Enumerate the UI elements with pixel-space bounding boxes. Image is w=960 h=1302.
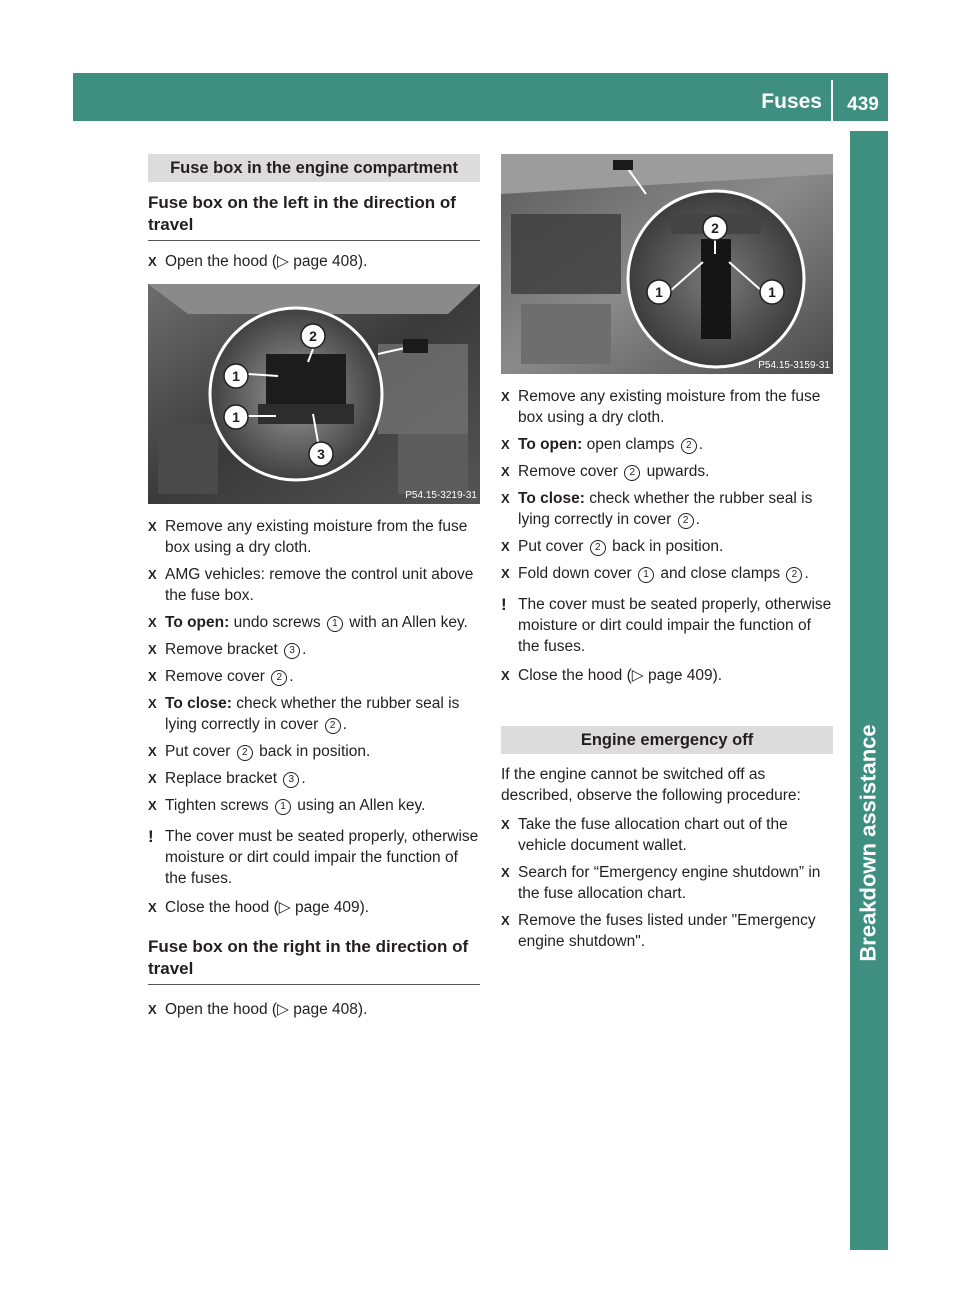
subheading-right-fuse-box: Fuse box on the right in the direction of travel xyxy=(148,936,480,985)
arrow-icon: X xyxy=(148,744,157,759)
section-heading-emergency-off: Engine emergency off xyxy=(501,726,833,754)
right-column xyxy=(501,154,833,958)
arrow-icon: X xyxy=(148,642,157,657)
page-reference-link[interactable]: page 409 xyxy=(647,667,713,684)
arrow-icon: X xyxy=(148,669,157,684)
step-close-hood: X Close the hood (▷ page 409). xyxy=(501,667,723,684)
emergency-intro: If the engine cannot be switched off as described, observe the following procedure: xyxy=(501,766,801,804)
exclamation-icon: ! xyxy=(148,827,154,846)
page-ref-icon: ▷ xyxy=(278,899,291,916)
side-tab xyxy=(848,724,890,962)
callout-1-icon: 1 xyxy=(275,799,291,815)
callout-2-icon: 2 xyxy=(237,745,253,761)
step-remove-bracket: X Remove bracket 3 . xyxy=(148,641,307,658)
step-close-hood: X Close the hood (▷ page 409). xyxy=(148,899,370,916)
callout-3: 3 xyxy=(317,446,325,462)
step-amg-vehicles: X AMG vehicles: remove the control unit above the fuse box. xyxy=(148,566,474,604)
arrow-icon: X xyxy=(148,900,157,915)
page-ref-icon: ▷ xyxy=(277,1001,289,1018)
callout-1a: 1 xyxy=(655,284,663,300)
arrow-icon: X xyxy=(148,254,157,269)
step-emergency-3: X Remove the fuses listed under "Emergency engine shutdown". xyxy=(501,912,816,950)
page-title: Fuses xyxy=(761,90,822,113)
arrow-icon: X xyxy=(148,696,157,711)
arrow-icon: X xyxy=(501,865,510,880)
step-emergency-2: X Search for “Emergency engine shutdown” in the fuse allocation chart. xyxy=(501,864,821,902)
step-remove-moisture: X Remove any existing moisture from the fuse box using a dry cloth. xyxy=(148,518,468,556)
step-replace-bracket: X Replace bracket 3 . xyxy=(148,770,306,787)
arrow-icon: X xyxy=(148,615,157,630)
step-to-open: X To open: open clamps 2 . xyxy=(501,436,704,453)
page-number: 439 xyxy=(847,94,879,115)
step-open-hood: X Open the hood (▷ page 408). xyxy=(148,253,368,270)
arrow-icon: X xyxy=(501,913,510,928)
header-divider xyxy=(831,80,833,121)
callout-1-icon: 1 xyxy=(638,567,654,583)
arrow-icon: X xyxy=(148,771,157,786)
callout-2-icon: 2 xyxy=(590,540,606,556)
step-open-hood-right: X Open the hood (▷ page 408). xyxy=(148,1001,368,1018)
callout-2-icon: 2 xyxy=(271,670,287,686)
step-put-cover-back: X Put cover 2 back in position. xyxy=(501,538,724,555)
callout-2-icon: 2 xyxy=(624,465,640,481)
arrow-icon: X xyxy=(148,1002,157,1017)
engine-photo-right-fuse-box xyxy=(501,154,833,374)
arrow-icon: X xyxy=(148,519,157,534)
callout-1b: 1 xyxy=(768,284,776,300)
page-ref-icon: ▷ xyxy=(631,667,644,684)
step-to-open: X To open: undo screws 1 with an Allen key. xyxy=(148,614,468,631)
exclamation-icon: ! xyxy=(501,595,507,614)
arrow-icon: X xyxy=(148,798,157,813)
callout-2-icon: 2 xyxy=(681,438,697,454)
arrow-icon: X xyxy=(501,389,510,404)
callout-1a: 1 xyxy=(232,368,240,384)
arrow-icon: X xyxy=(148,567,157,582)
arrow-icon: X xyxy=(501,817,510,832)
step-remove-moisture: X Remove any existing moisture from the fuse box using a dry cloth. xyxy=(501,388,821,426)
page-reference-link[interactable]: page 408 xyxy=(293,1001,358,1018)
arrow-icon: X xyxy=(501,539,510,554)
subheading-left-fuse-box: Fuse box on the left in the direction of travel xyxy=(148,192,480,241)
callout-3-icon: 3 xyxy=(284,643,300,659)
arrow-icon: X xyxy=(501,668,510,683)
arrow-icon: X xyxy=(501,437,510,452)
arrow-icon: X xyxy=(501,464,510,479)
step-remove-cover: X Remove cover 2 upwards. xyxy=(501,463,710,480)
callout-2-icon: 2 xyxy=(786,567,802,583)
callout-2-icon: 2 xyxy=(678,513,694,529)
step-remove-cover: X Remove cover 2 . xyxy=(148,668,294,685)
warning-note: ! The cover must be seated properly, otherwise moisture or dirt could impair the function of the fuses. xyxy=(148,827,479,887)
arrow-icon: X xyxy=(501,566,510,581)
callout-1b: 1 xyxy=(232,409,240,425)
callout-1-icon: 1 xyxy=(327,616,343,632)
step-emergency-1: X Take the fuse allocation chart out of the vehicle document wallet. xyxy=(501,816,788,854)
page-reference-link[interactable]: page 408 xyxy=(293,253,358,270)
step-to-close: X To close: check whether the rubber seal is lying correctly in cover 2 . xyxy=(501,490,813,528)
callout-2: 2 xyxy=(309,328,317,344)
callout-3-icon: 3 xyxy=(283,772,299,788)
engine-photo-left-fuse-box xyxy=(148,284,480,504)
step-put-cover-back: X Put cover 2 back in position. xyxy=(148,743,371,760)
warning-note: ! The cover must be seated properly, otherwise moisture or dirt could impair the function of the fuses. xyxy=(501,595,832,655)
section-heading-fuse-box: Fuse box in the engine compartment xyxy=(148,154,480,182)
page-reference-link[interactable]: page 409 xyxy=(294,899,360,916)
callout-2: 2 xyxy=(711,220,719,236)
step-tighten-screws: X Tighten screws 1 using an Allen key. xyxy=(148,797,426,814)
step-fold-down-cover: X Fold down cover 1 and close clamps 2 . xyxy=(501,565,809,582)
side-tab-bar xyxy=(850,131,888,1250)
page-ref-icon: ▷ xyxy=(277,253,289,270)
side-tab-label: Breakdown assistance xyxy=(856,724,882,962)
photo-code: P54.15-3219-31 xyxy=(405,490,477,501)
left-column xyxy=(148,154,480,1026)
callout-2-icon: 2 xyxy=(325,718,341,734)
photo-code: P54.15-3159-31 xyxy=(758,360,830,371)
step-to-close: X To close: check whether the rubber seal is lying correctly in cover 2 . xyxy=(148,695,460,733)
arrow-icon: X xyxy=(501,491,510,506)
